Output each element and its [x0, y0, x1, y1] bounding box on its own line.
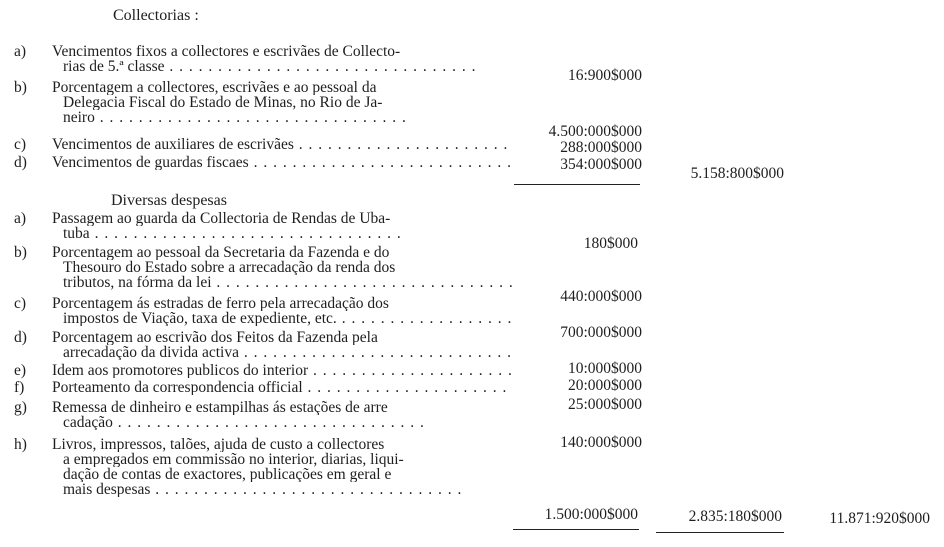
amount-collectorias-c: 288:000$000 — [560, 139, 642, 156]
item-description: Passagem ao guarda da Collectoria de Rendas de Uba- tuba . . — [52, 211, 512, 241]
section-heading-diversas-despesas: Diversas despesas — [111, 192, 227, 209]
amount-diversas-d: 10:000$000 — [567, 360, 642, 377]
item-label: c) — [14, 136, 27, 153]
item-label: d) — [14, 154, 27, 171]
item-description: Remessa de dinheiro e estampilhas ás estações de arre cadação . . — [52, 400, 512, 430]
item-label: e) — [14, 362, 27, 379]
item-description: Porteamento da correspondencia official . . — [52, 380, 512, 395]
amount-collectorias-a: 16:900$000 — [567, 67, 642, 84]
subtotal-diversas-despesas: 2.835:180$000 — [688, 508, 782, 525]
item-description: Porcentagem ás estradas de ferro pela arrecadação dos impostos de Viação, taxa de expediente, etc. . . — [52, 296, 512, 326]
amount-diversas-b: 440:000$000 — [560, 288, 642, 305]
item-label: f) — [14, 379, 25, 396]
subtotal-collectorias: 5.158:800$000 — [690, 165, 784, 182]
item-description: Porcentagem ao pessoal da Secretaria da Fazenda e do Thesouro do Estado sobre a arrecadação da renda dos tributos, na fórma da lei . . — [52, 245, 512, 290]
item-label: d) — [14, 329, 27, 346]
amount-diversas-e: 20:000$000 — [567, 377, 642, 394]
item-description: Idem aos promotores publicos do interior . . — [52, 363, 512, 378]
amount-diversas-h: 1.500:000$000 — [544, 506, 638, 523]
section-heading-collectorias: Collectorias : — [113, 7, 199, 24]
item-label: b) — [14, 244, 27, 261]
item-description: Vencimentos de guardas fiscaes . . — [52, 155, 512, 170]
amount-diversas-g: 140:000$000 — [560, 434, 642, 451]
item-description: Vencimentos de auxiliares de escrivães . . — [52, 137, 512, 152]
divider-line — [514, 184, 640, 185]
item-description: Livros, impressos, talões, ajuda de custo a collectores a empregados em commissão no interior, diarias, liqui- dação de contas de exactores, publicações em geral e mais despesas . . — [52, 437, 512, 497]
item-description: Porcentagem ao escrivão dos Feitos da Fazenda pela arrecadação da divida activa . . — [52, 330, 512, 360]
amount-diversas-f: 25:000$000 — [567, 396, 642, 413]
divider-line — [513, 529, 639, 530]
amount-collectorias-d: 354:000$000 — [560, 156, 642, 173]
item-label: a) — [14, 210, 27, 227]
grand-total: 11.871:920$000 — [829, 510, 930, 527]
item-label: b) — [14, 79, 27, 96]
item-label: h) — [14, 436, 27, 453]
item-description: Porcentagem a collectores, escrivães e ao pessoal da Delegacia Fiscal do Estado de Minas, no Rio de Ja- neiro . . — [52, 80, 512, 125]
item-description: Vencimentos fixos a collectores e escrivães de Collecto- rias de 5.ª classe . . — [52, 44, 512, 74]
amount-diversas-a: 180$000 — [583, 235, 638, 252]
item-label: a) — [14, 43, 27, 60]
item-label: g) — [14, 399, 27, 416]
divider-line — [656, 532, 784, 533]
amount-collectorias-b: 4.500:000$000 — [548, 123, 642, 140]
amount-diversas-c: 700:000$000 — [560, 324, 642, 341]
item-label: c) — [14, 295, 27, 312]
